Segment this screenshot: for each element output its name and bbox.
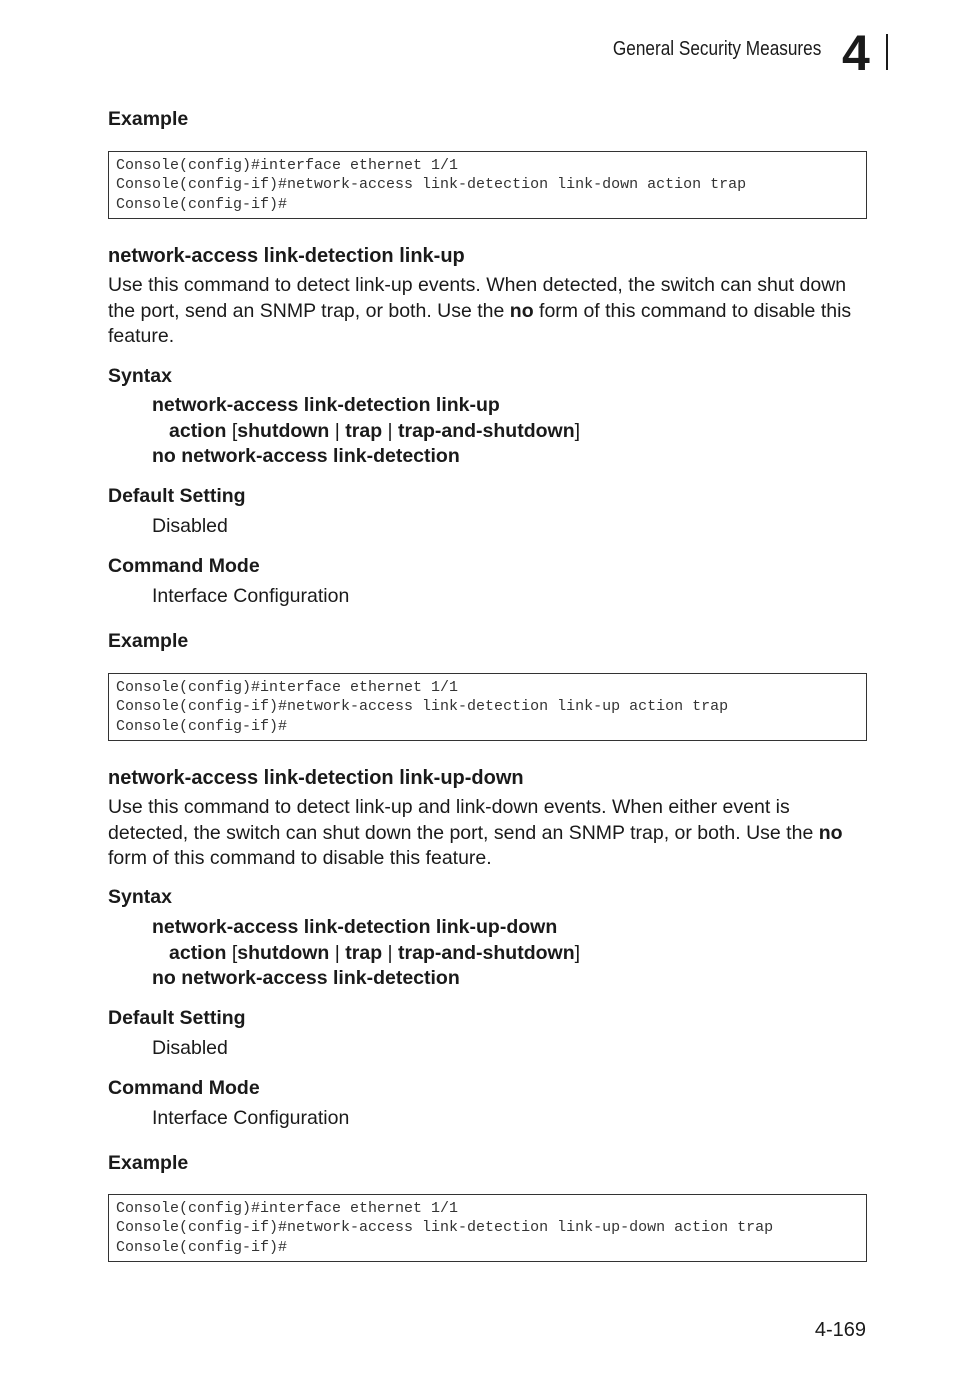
- chapter-number: 4: [842, 25, 870, 81]
- code-line: Console(config-if)#: [116, 1238, 288, 1256]
- command-description-link-up: Use this command to detect link-up events. When detected, the switch can shut down the port, send an SNMP trap, or both. Use the no form of this command to disable this feature.: [108, 274, 852, 347]
- example-heading-link-up: Example: [108, 630, 189, 652]
- code-example-link-up-down: [108, 1194, 867, 1262]
- code-line: Console(config)#interface ethernet 1/1: [116, 679, 459, 696]
- mode-heading-link-up: Command Mode: [108, 555, 260, 577]
- page-number: 4-169: [814, 1319, 866, 1341]
- code-example-link-up: [108, 673, 867, 741]
- default-heading-link-up-down: Default Setting: [108, 1007, 246, 1029]
- code-line: Console(config-if)#network-access link-detection link-up action trap: [116, 698, 729, 716]
- syntax-heading-link-up: Syntax: [108, 365, 172, 387]
- code-line: Console(config-if)#network-access link-detection link-down action trap: [116, 176, 747, 194]
- command-title-link-up: network-access link-detection link-up: [108, 245, 465, 267]
- mode-heading-link-up-down: Command Mode: [108, 1077, 260, 1099]
- default-heading-link-up: Default Setting: [108, 485, 246, 507]
- example-heading-link-up-down: Example: [108, 1152, 189, 1174]
- syntax-block-link-up: network-access link-detection link-up action [shutdown | trap | trap-and-shutdown] no network-access link-detection: [152, 394, 581, 467]
- code-line: Console(config-if)#: [116, 195, 288, 213]
- syntax-block-link-up-down: network-access link-detection link-up-down action [shutdown | trap | trap-and-shutdown] no network-access link-detection: [152, 916, 581, 989]
- command-description-link-up-down: Use this command to detect link-up and link-down events. When either event is detected, the switch can shut down the port, send an SNMP trap, or both. Use the no form of this command to disable this feature.: [108, 796, 843, 869]
- code-line: Console(config-if)#: [116, 717, 288, 735]
- example-heading-0: Example: [108, 108, 189, 130]
- default-value-link-up: Disabled: [152, 515, 228, 537]
- command-title-link-up-down: network-access link-detection link-up-down: [108, 767, 524, 789]
- chapter-rule: [886, 34, 888, 70]
- code-example-0: [108, 151, 867, 219]
- code-line: Console(config-if)#network-access link-detection link-up-down action trap: [116, 1219, 774, 1237]
- mode-value-link-up: Interface Configuration: [152, 585, 350, 607]
- code-line: Console(config)#interface ethernet 1/1: [116, 1200, 459, 1217]
- syntax-heading-link-up-down: Syntax: [108, 886, 172, 908]
- running-header-title: General Security Measures: [612, 38, 821, 60]
- code-line: Console(config)#interface ethernet 1/1: [116, 157, 459, 174]
- mode-value-link-up-down: Interface Configuration: [152, 1107, 350, 1129]
- default-value-link-up-down: Disabled: [152, 1037, 228, 1059]
